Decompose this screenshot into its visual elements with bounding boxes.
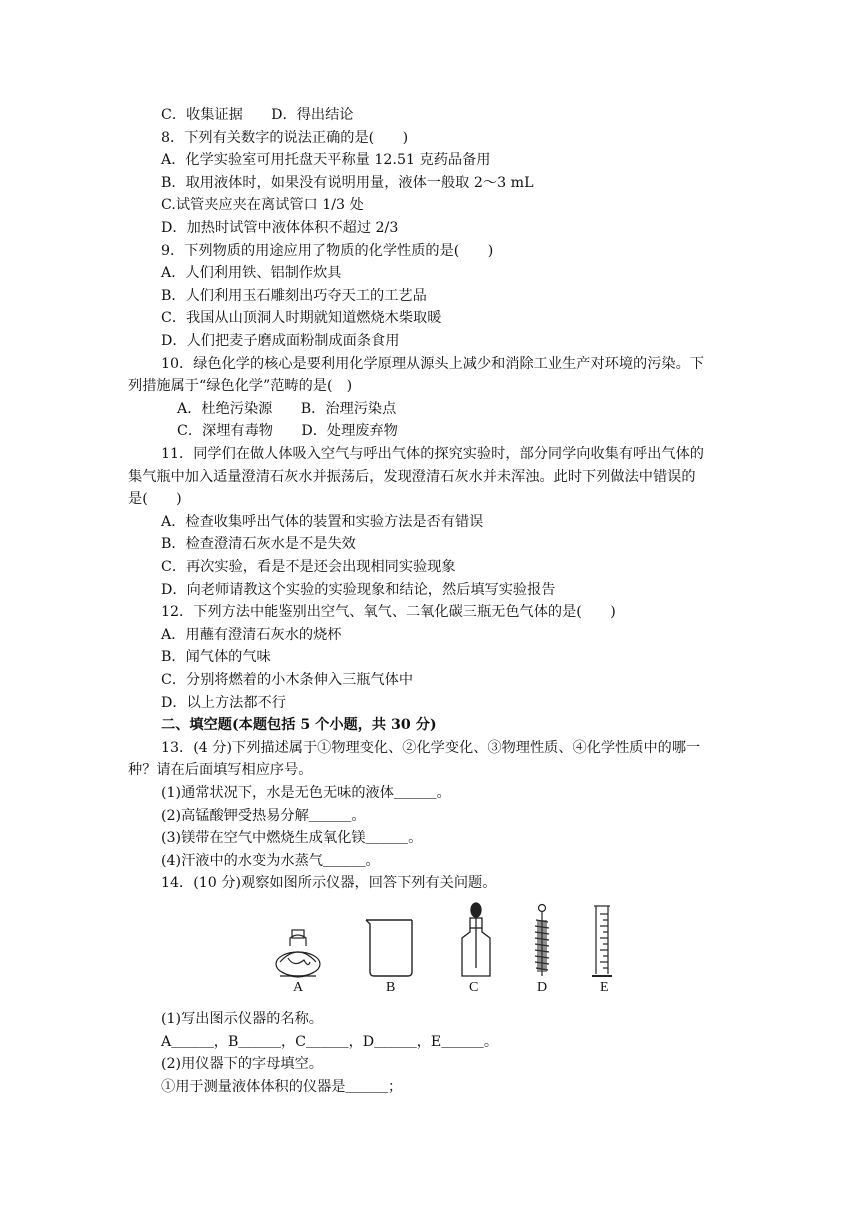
question-12: 12．下列方法中能鉴别出空气、氧气、二氧化碳三瓶无色气体的是( ): [161, 604, 616, 620]
question-13: 13．(4 分)下列描述属于①物理变化、②化学变化、③物理性质、④化学性质中的哪一: [161, 740, 701, 756]
text-line: C．收集证据 D．得出结论: [161, 107, 354, 123]
option-line: B．取用液体时，如果没有说明用量，液体一般取 2～3 mL: [161, 175, 534, 191]
option-line: A．杜绝污染源 B．治理污染点: [177, 401, 397, 417]
figure-label-e: E: [600, 980, 609, 995]
figure-label-d: D: [537, 980, 548, 995]
option-line: C．我国从山顶洞人时期就知道燃烧木柴取暖: [161, 310, 442, 326]
graduated-cylinder-icon: [592, 906, 612, 976]
option-line: D．向老师请教这个实验的实验现象和结论，然后填写实验报告: [161, 582, 556, 598]
option-line: B．闻气体的气味: [161, 649, 271, 665]
fill-blank-line: (1)通常状况下，水是无色无味的液体＿＿＿。: [161, 785, 451, 801]
figure-label-a: A: [293, 980, 304, 995]
figure-label-b: B: [386, 980, 396, 995]
question-9: 9．下列物质的用途应用了物质的化学性质的是( ): [161, 243, 494, 259]
option-line: D．加热时试管中液体体积不超过 2/3: [161, 220, 399, 236]
option-line: A．检查收集呼出气体的装置和实验方法是否有错误: [161, 514, 484, 530]
figure-label-c: C: [469, 980, 479, 995]
fill-blank-line: (2)高锰酸钾受热易分解＿＿＿。: [161, 808, 366, 824]
option-line: C.试管夹应夹在离试管口 1/3 处: [161, 197, 364, 213]
text-line: 集气瓶中加入适量澄清石灰水并振荡后，发现澄清石灰水并未浑浊。此时下列做法中错误的: [128, 469, 696, 485]
option-line: D．人们把麦子磨成面粉制成面条食用: [161, 333, 400, 349]
dropper-bottle-icon: [462, 903, 490, 976]
fill-blank-line: A＿＿＿，B＿＿＿，C＿＿＿，D＿＿＿，E＿＿＿。: [161, 1034, 499, 1050]
question-8: 8．下列有关数字的说法正确的是( ): [161, 130, 409, 146]
instruments-figure: [270, 902, 630, 1002]
fill-blank-line: (2)用仪器下的字母填空。: [161, 1056, 323, 1072]
alcohol-lamp-icon: [276, 930, 320, 977]
beaker-icon: [366, 920, 412, 976]
question-10: 10．绿色化学的核心是要利用化学原理从源头上减少和消除工业生产对环境的污染。下: [161, 356, 704, 372]
text-line: 列措施属于“绿色化学”范畴的是( ): [128, 378, 353, 394]
option-line: C．分别将燃着的小木条伸入三瓶气体中: [161, 672, 414, 688]
fill-blank-line: (3)镁带在空气中燃烧生成氧化镁＿＿＿。: [161, 830, 423, 846]
option-line: A．用蘸有澄清石灰水的烧杯: [161, 627, 342, 643]
section-heading: 二、填空题(本题包括 5 个小题，共 30 分): [161, 717, 437, 733]
text-line: 种？请在后面填写相应序号。: [128, 762, 313, 778]
fill-blank-line: (4)汗液中的水变为水蒸气＿＿＿。: [161, 853, 380, 869]
test-tube-brush-icon: [535, 905, 549, 977]
option-line: A．人们利用铁、铝制作炊具: [161, 265, 342, 281]
fill-blank-line: ①用于测量液体体积的仪器是＿＿＿；: [161, 1079, 403, 1095]
question-14: 14．(10 分)观察如图所示仪器，回答下列有关问题。: [161, 875, 497, 891]
text-line: 是( ): [128, 491, 182, 507]
fill-blank-line: (1)写出图示仪器的名称。: [161, 1011, 323, 1027]
option-line: B．检查澄清石灰水是不是失效: [161, 536, 356, 552]
option-line: A．化学实验室可用托盘天平称量 12.51 克药品备用: [161, 152, 491, 168]
option-line: B．人们利用玉石雕刻出巧夺天工的工艺品: [161, 288, 427, 304]
option-line: C．再次实验，看是不是还会出现相同实验现象: [161, 559, 456, 575]
question-11: 11．同学们在做人体吸入空气与呼出气体的探究实验时，部分同学向收集有呼出气体的: [161, 446, 704, 462]
option-line: D．以上方法都不行: [161, 695, 286, 711]
option-line: C．深埋有毒物 D．处理废弃物: [177, 423, 398, 439]
